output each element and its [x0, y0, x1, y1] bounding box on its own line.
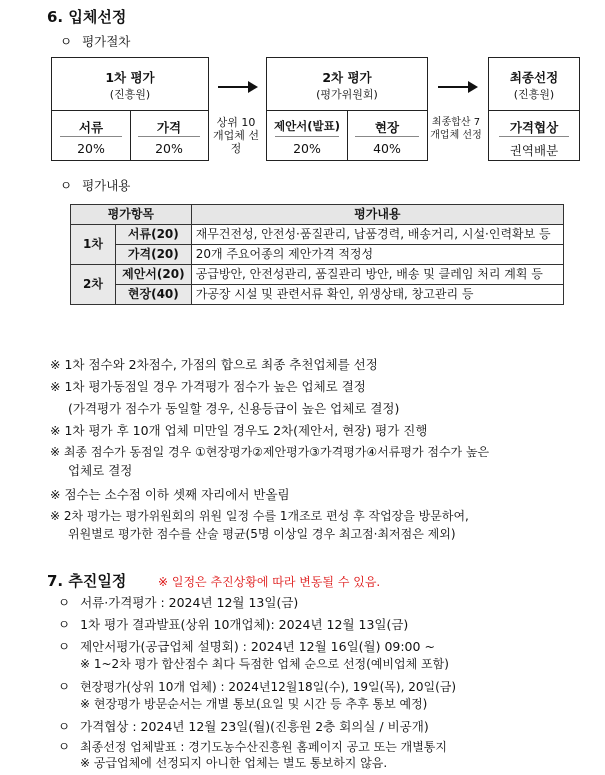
stage2-col2: 현장 [374, 120, 400, 135]
table-row [71, 245, 564, 265]
note-2-cont: (가격평가 점수가 동일할 경우, 신용등급이 높은 업체로 결정) [68, 401, 400, 416]
note-4-cont: 업체로 결정 [68, 463, 133, 478]
stage1-col1: 서류 [78, 120, 104, 135]
table-header-item: 평가항목 [71, 205, 192, 225]
stage2-col1: 제안서(발표) [273, 119, 341, 133]
schedule-item [58, 616, 408, 633]
stage2-box [266, 57, 428, 161]
bullet-icon: ㅇ [60, 34, 73, 49]
item-site-text: 가공장 시설 및 관련서류 확인, 위생상태, 창고관리 등 [191, 285, 563, 305]
procedure-label [60, 32, 130, 50]
bullet-icon: ㅇ [58, 595, 71, 610]
table-row [71, 285, 564, 305]
table-row [71, 265, 564, 285]
bullet-icon: ㅇ [58, 617, 71, 632]
table-header-content: 평가내용 [191, 205, 563, 225]
evaluation-table [70, 204, 564, 305]
item-proposal-text: 공급방안, 안전성관리, 품질관리 방안, 배송 및 클레임 처리 계획 등 [191, 265, 563, 285]
note-6-cont: 위원별로 평가한 점수를 산술 평균(5명 이상일 경우 최고점·최저점은 제외) [68, 527, 456, 541]
stage3-val1: 권역배분 [509, 143, 559, 158]
bullet-icon: ㅇ [58, 719, 71, 734]
stage2-sub: (평가위원회) [316, 88, 378, 101]
item-proposal: 제안서(20) [116, 265, 192, 285]
schedule-subnote: ※ 1~2차 평가 합산점수 최다 득점한 업체 순으로 선정(예비업체 포함) [80, 657, 449, 671]
note-1: ※ 1차 점수와 2차점수, 가점의 합으로 최종 추천업체를 선정 [50, 357, 378, 372]
stage2-val1: 20% [293, 141, 321, 156]
stage1-sub: (진흥원) [109, 88, 151, 101]
bullet-icon: ㅇ [58, 679, 71, 694]
note-5: ※ 점수는 소수점 이하 셋째 자리에서 반올림 [50, 487, 290, 502]
section-7-title: 7. 추진일정 [47, 572, 127, 590]
procedure-label-text: 평가절차 [82, 34, 131, 49]
schedule-item-text: 현장평가(상위 10개 업체) : 2024년12월18일(수), 19일(목), 20일(금) [80, 680, 457, 694]
stage1-box [51, 57, 209, 161]
note-6: ※ 2차 평가는 평가위원회의 위원 일정 수를 1개조로 편성 후 작업장을 방문하여, [50, 509, 469, 523]
schedule-item-text: 서류·가격평가 : 2024년 12월 13일(금) [80, 595, 299, 610]
schedule-item-text: 가격협상 : 2024년 12월 23일(월)(진흥원 2층 회의실 / 비공개) [80, 719, 429, 734]
schedule-subnote: ※ 현장평가 방문순서는 개별 통보(요일 및 시간 등 추후 통보 예정) [80, 697, 428, 711]
arrow1-caption: 상위 10개업체 선정 [212, 116, 259, 155]
schedule-item-text: 1차 평가 결과발표(상위 10개업체): 2024년 12월 13일(금) [80, 617, 409, 632]
stage1-val1: 20% [77, 141, 105, 156]
stage3-col1: 가격협상 [509, 120, 559, 135]
schedule-notice: ※ 일정은 추진상황에 따라 변동될 수 있음. [158, 575, 381, 589]
item-price: 가격(20) [116, 245, 192, 265]
stage2-title: 2차 평가 [322, 70, 372, 85]
schedule-item [58, 594, 298, 611]
arrow2-caption: 최종합산 7개업체 선정 [430, 117, 482, 141]
stage1-title: 1차 평가 [105, 70, 155, 85]
bullet-icon: ㅇ [58, 639, 71, 654]
item-price-text: 20개 주요어종의 제안가격 적정성 [191, 245, 563, 265]
schedule-item [58, 738, 447, 756]
schedule-item-text: 최종선정 업체발표 : 경기도농수산진흥원 홈페이지 공고 또는 개별통지 [80, 740, 447, 754]
stage3-sub: (진흥원) [513, 88, 555, 101]
schedule-item [58, 718, 429, 735]
item-doc-text: 재무건전성, 안전성·품질관리, 납품경력, 배송거리, 시설·인력확보 등 [191, 225, 563, 245]
stage1-col2: 가격 [156, 120, 182, 135]
group-2: 2차 [71, 265, 116, 305]
content-label [60, 176, 130, 194]
section-6-title: 6. 입체선정 [47, 8, 127, 26]
stage3-title: 최종선정 [509, 70, 559, 85]
content-label-text: 평가내용 [82, 178, 131, 193]
stage1-val2: 20% [155, 141, 183, 156]
item-doc: 서류(20) [116, 225, 192, 245]
stage2-val2: 40% [373, 141, 401, 156]
bullet-icon: ㅇ [58, 739, 71, 754]
table-row [71, 225, 564, 245]
stage3-box [488, 57, 580, 161]
item-site: 현장(40) [116, 285, 192, 305]
group-1: 1차 [71, 225, 116, 265]
schedule-item-text: 제안서평가(공급업체 설명회) : 2024년 12월 16일(월) 09:00 ~ [80, 639, 435, 654]
bullet-icon: ㅇ [60, 178, 73, 193]
schedule-item [58, 678, 456, 696]
schedule-item [58, 638, 435, 655]
note-3: ※ 1차 평가 후 10개 업체 미만일 경우도 2차(제안서, 현장) 평가 진행 [50, 423, 428, 438]
note-4: ※ 최종 점수가 동점일 경우 ①현장평가②제안평가③가격평가④서류평가 점수가 높은 [50, 445, 490, 459]
note-2: ※ 1차 평가동점일 경우 가격평가 점수가 높은 업체로 결정 [50, 379, 366, 394]
schedule-subnote: ※ 공급업체에 선정되지 아니한 업체는 별도 통보하지 않음. [80, 756, 388, 770]
